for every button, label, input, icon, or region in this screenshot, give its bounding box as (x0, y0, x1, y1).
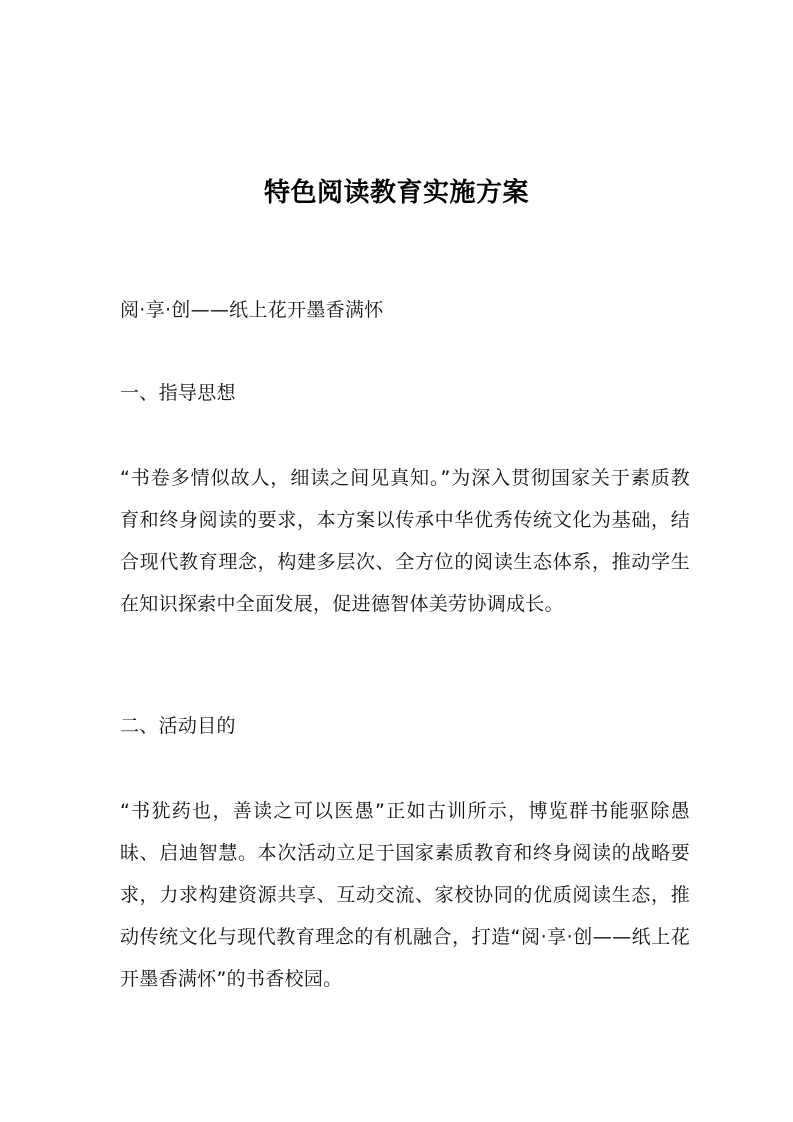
section-paragraph-guiding-ideology: “书卷多情似故人，细读之间见真知。”为深入贯彻国家关于素质教育和终身阅读的要求，本方案以传承中华优秀传统文化为基础，结合现代教育理念，构建多层次、全方位的阅读生态体系，推动学生在知识探索中全面发展，促进德智体美劳协调成长。 (120, 467, 690, 615)
section-heading-guiding-ideology: 一、指导思想 (120, 382, 236, 404)
document-subtitle: 阅·享·创——纸上花开墨香满怀 (120, 299, 384, 321)
document-title: 特色阅读教育实施方案 (263, 178, 529, 208)
section-heading-activity-purpose: 二、活动目的 (120, 715, 236, 737)
section-paragraph-activity-purpose: “书犹药也，善读之可以医愚”正如古训所示，博览群书能驱除愚昧、启迪智慧。本次活动立足于国家素质教育和终身阅读的战略要求，力求构建资源共享、互动交流、家校协同的优质阅读生态，推动传统文化与现代教育理念的有机融合，打造“阅·享·创——纸上花开墨香满怀”的书香校园。 (120, 800, 690, 990)
